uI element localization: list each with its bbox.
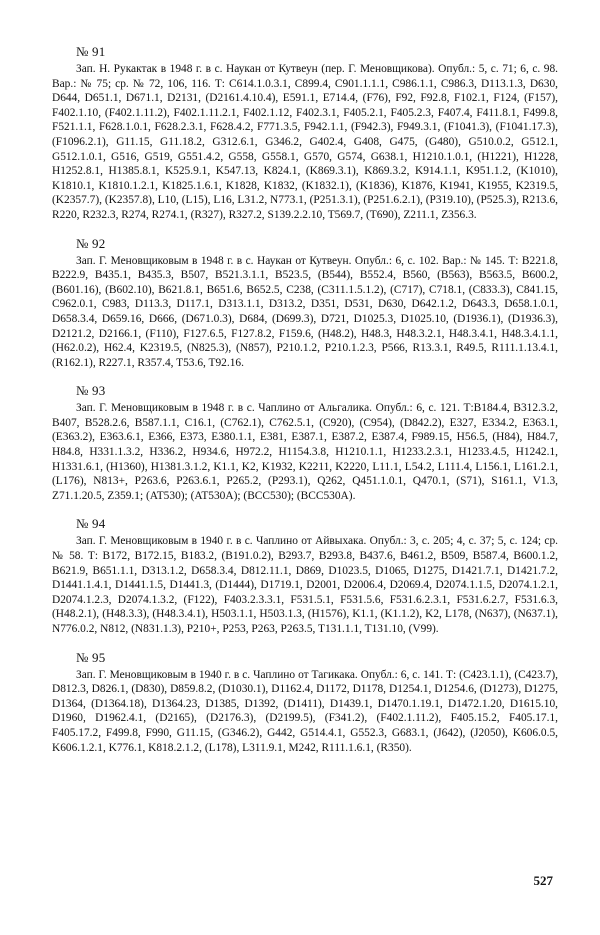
page-number: 527 [533,873,553,888]
entry-93 [52,383,558,503]
entry-text: Зап. Г. Меновщиковым в 1948 г. в с. Чаплино от Альгалика. Опубл.: 6, с. 121. Т:B184.4, B312.3.2, B407, B528.2.6, B587.1.1, C16.1, (C762.1), C762.5.1, (C920), (C954), (D842.2), E327, E334.2, E363.1, (E363.2), E363.6.1, E366, E373, E380.1.1, E381, E387.1, E387.2, E387.4, F989.15, H56.5, (H84), H84.7, H84.8, H331.1.3.2, H336.2, H934.6, H972.2, H1154.3.8, H1210.1.1, H1233.2.3.1, H1233.4.5, H1242.1, H1331.6.1, (H1360), H1381.3.1.2, K1.1, K2, K1932, K2211, K2220, L11.1, L54.2, L111.4, L156.1, L161.2.1, (L176), N813+, P263.6, P263.6.1, P265.2, (P293.1), Q262, Q451.1.0.1, Q470.1, (S71), S161.1, V1.3, Z71.1.20.5, Z359.1; (AT530); (AT530A); (BCC530); (BCC530A). [52,402,558,502]
entry-number: № 94 [76,516,106,532]
entry-number: № 93 [76,383,106,399]
entry-number: № 92 [76,235,106,251]
entry-94 [52,516,558,636]
entry-text: Зап. Г. Меновщиковым в 1948 г. в с. Наукан от Кутвеун. Опубл.: 6, с. 102. Вар.: № 145. Т: B221.8, B222.9, B435.1, B435.3, B507, B521.3.1.1, B523.5, (B544), B552.4, B560, (B563), B563.5, B600.2, (B601.16), (B602.10), B621.8.1, B651.6, B652.5, C238, (C311.1.5.1.2), (C717), C718.1, (C833.3), C841.15, C962.0.1, C983, D113.3, D117.1, D313.1.1, D313.2, D351, D531, D630, D642.1.2, D643.3, D658.1.0.1, D658.3.4, D659.16, D666, (D671.0.3), D684, (D699.3), D721, D1025.3, D1025.10, (D1936.1), (D1936.3), D2121.2, D2166.1, (F110), F127.6.5, F127.8.2, F159.6, (H48.2), H48.3, H48.3.2.1, H48.3.4.1, H48.3.4.1.1, (H62.0.2), H62.4, K2319.5, (N825.3), (N857), P210.1.2, P210.1.2.3, P566, R13.3.1, R49.5, R111.1.13.4.1, (R162.1), R227.1, R357.4, T53.6, T92.16. [52,254,558,369]
entry-number: № 91 [76,44,106,59]
entry-92 [52,236,558,371]
entry-95 [52,650,558,756]
entry-text: Зап. Н. Рукактак в 1948 г. в с. Наукан от Кутвеун (пер. Г. Меновщикова). Опубл.: 5, с. 71; 6, с. 98. Вар.: № 75; ср. № 72, 106, 116. Т: С614.1.0.3.1, С899.4, С901.1.1.1, С986.1.1, С986.3, D113.1.3, D630, D644, D651.1, D671.1, D2131, (D2161.4.10.4), E591.1, E714.4, (F76), F92, F92.8, F102.1, F124, (F157), F402.1.10, (F402.1.11.2), F402.1.11.2.1, F402.1.12, F402.3.1, F405.2.1, F405.2.3, F407.4, F411.8.1, F499.8, F521.1.1, F628.1.0.1, F628.2.3.1, F628.4.2, F771.3.5, F942.1.1, (F942.3), F949.3.1, (F1041.3), (F1041.17.3), (F1096.2.1), G11.15, G11.18.2, G312.6.1, G346.2, G402.4, G408, G475, (G480), G510.0.2, G512.1, G512.1.0.1, G516, G519, G551.4.2, G558, G558.1, G570, G574, G638.1, H1210.1.0.1, (H1221), H1228, H1252.8.1, H1385.8.1, K525.9.1, K547.13, K824.1, (K869.3.1), K869.3.2, K914.1.1, K951.1.2, (K1010), K1810.1, K1810.1.2.1, K1825.1.6.1, K1828, K1832, (K1832.1), (K1836), K1876, K1941, K1955, K2319.5, (K2357.7), (K2357.8), L10, (L15), L16, L31.2, N773.1, (P251.3.1), (P251.6.2.1), (P319.10), (P525.3), R213.6, R220, R232.3, R274, R274.1, (R327), R327.2, S139.2.2.10, T569.7, (T690), Z211.1, Z356.3. [52,63,558,221]
entry-text: Зап. Г. Меновщиковым в 1940 г. в с. Чаплино от Айвыхака. Опубл.: 3, с. 205; 4, с. 37; 5, с. 124; ср. № 58. Т: B172, B172.15, B183.2, (B191.0.2), B293.7, B293.8, B437.6, B461.2, B509, B587.4, B600.1.2, B621.9, B651.1.1, D313.1.2, D658.3.4, D812.11.1, D869, D1023.5, D1065, D1275, D1421.7.1, D1421.7.2, D1441.1.4.1, D1441.1.5, D1441.3, (D1444), D1719.1, D2001, D2006.4, D2069.4, D2074.1.1.5, D2074.1.2.1, D2074.1.2.3, D2074.1.3.2, (F122), F403.2.3.3.1, F531.5.1, F531.5.6, F531.6.2.3.1, F531.6.2.7, F531.6.3, (H48.2.1), (H48.3.3), (H48.3.4.1), H503.1.1, H503.1.3, (H1576), K1.1, (K1.1.2), K2, L178, (N637), (N637.1), N776.0.2, N812, (N831.1.3), P210+, P253, P263, P263.5, T131.1.1, T131.10, (V99). [52,535,558,635]
entry-91 [52,44,558,223]
entry-number: № 95 [76,649,106,665]
entry-text: Зап. Г. Меновщиковым в 1940 г. в с. Чаплино от Тагикака. Опубл.: 6, с. 141. Т: (C423.1.1), (C423.7), D812.3, D826.1, (D830), D859.8.2, (D1030.1), D1162.4, D1172, D1178, D1254.1, D1254.6, (D1273), D1275, D1364, (D1364.18), D1364.23, D1385, D1392, (D1411), D1439.1, D1470.1.19.1, D1472.1.20, D1615.10, D1960, D1962.4.1, (D2165), (D2176.3), (D2199.5), (F341.2), (F402.1.11.2), F405.15.2, F405.17.1, F405.17.2, F499.8, F990, G11.15, (G346.2), G442, G514.4.1, G552.3, G683.1, (J642), (J2050), K606.0.5, K606.1.2.1, K776.1, K818.2.1.2, (L178), L311.9.1, M242, R111.1.6.1, (R350). [52,668,558,754]
